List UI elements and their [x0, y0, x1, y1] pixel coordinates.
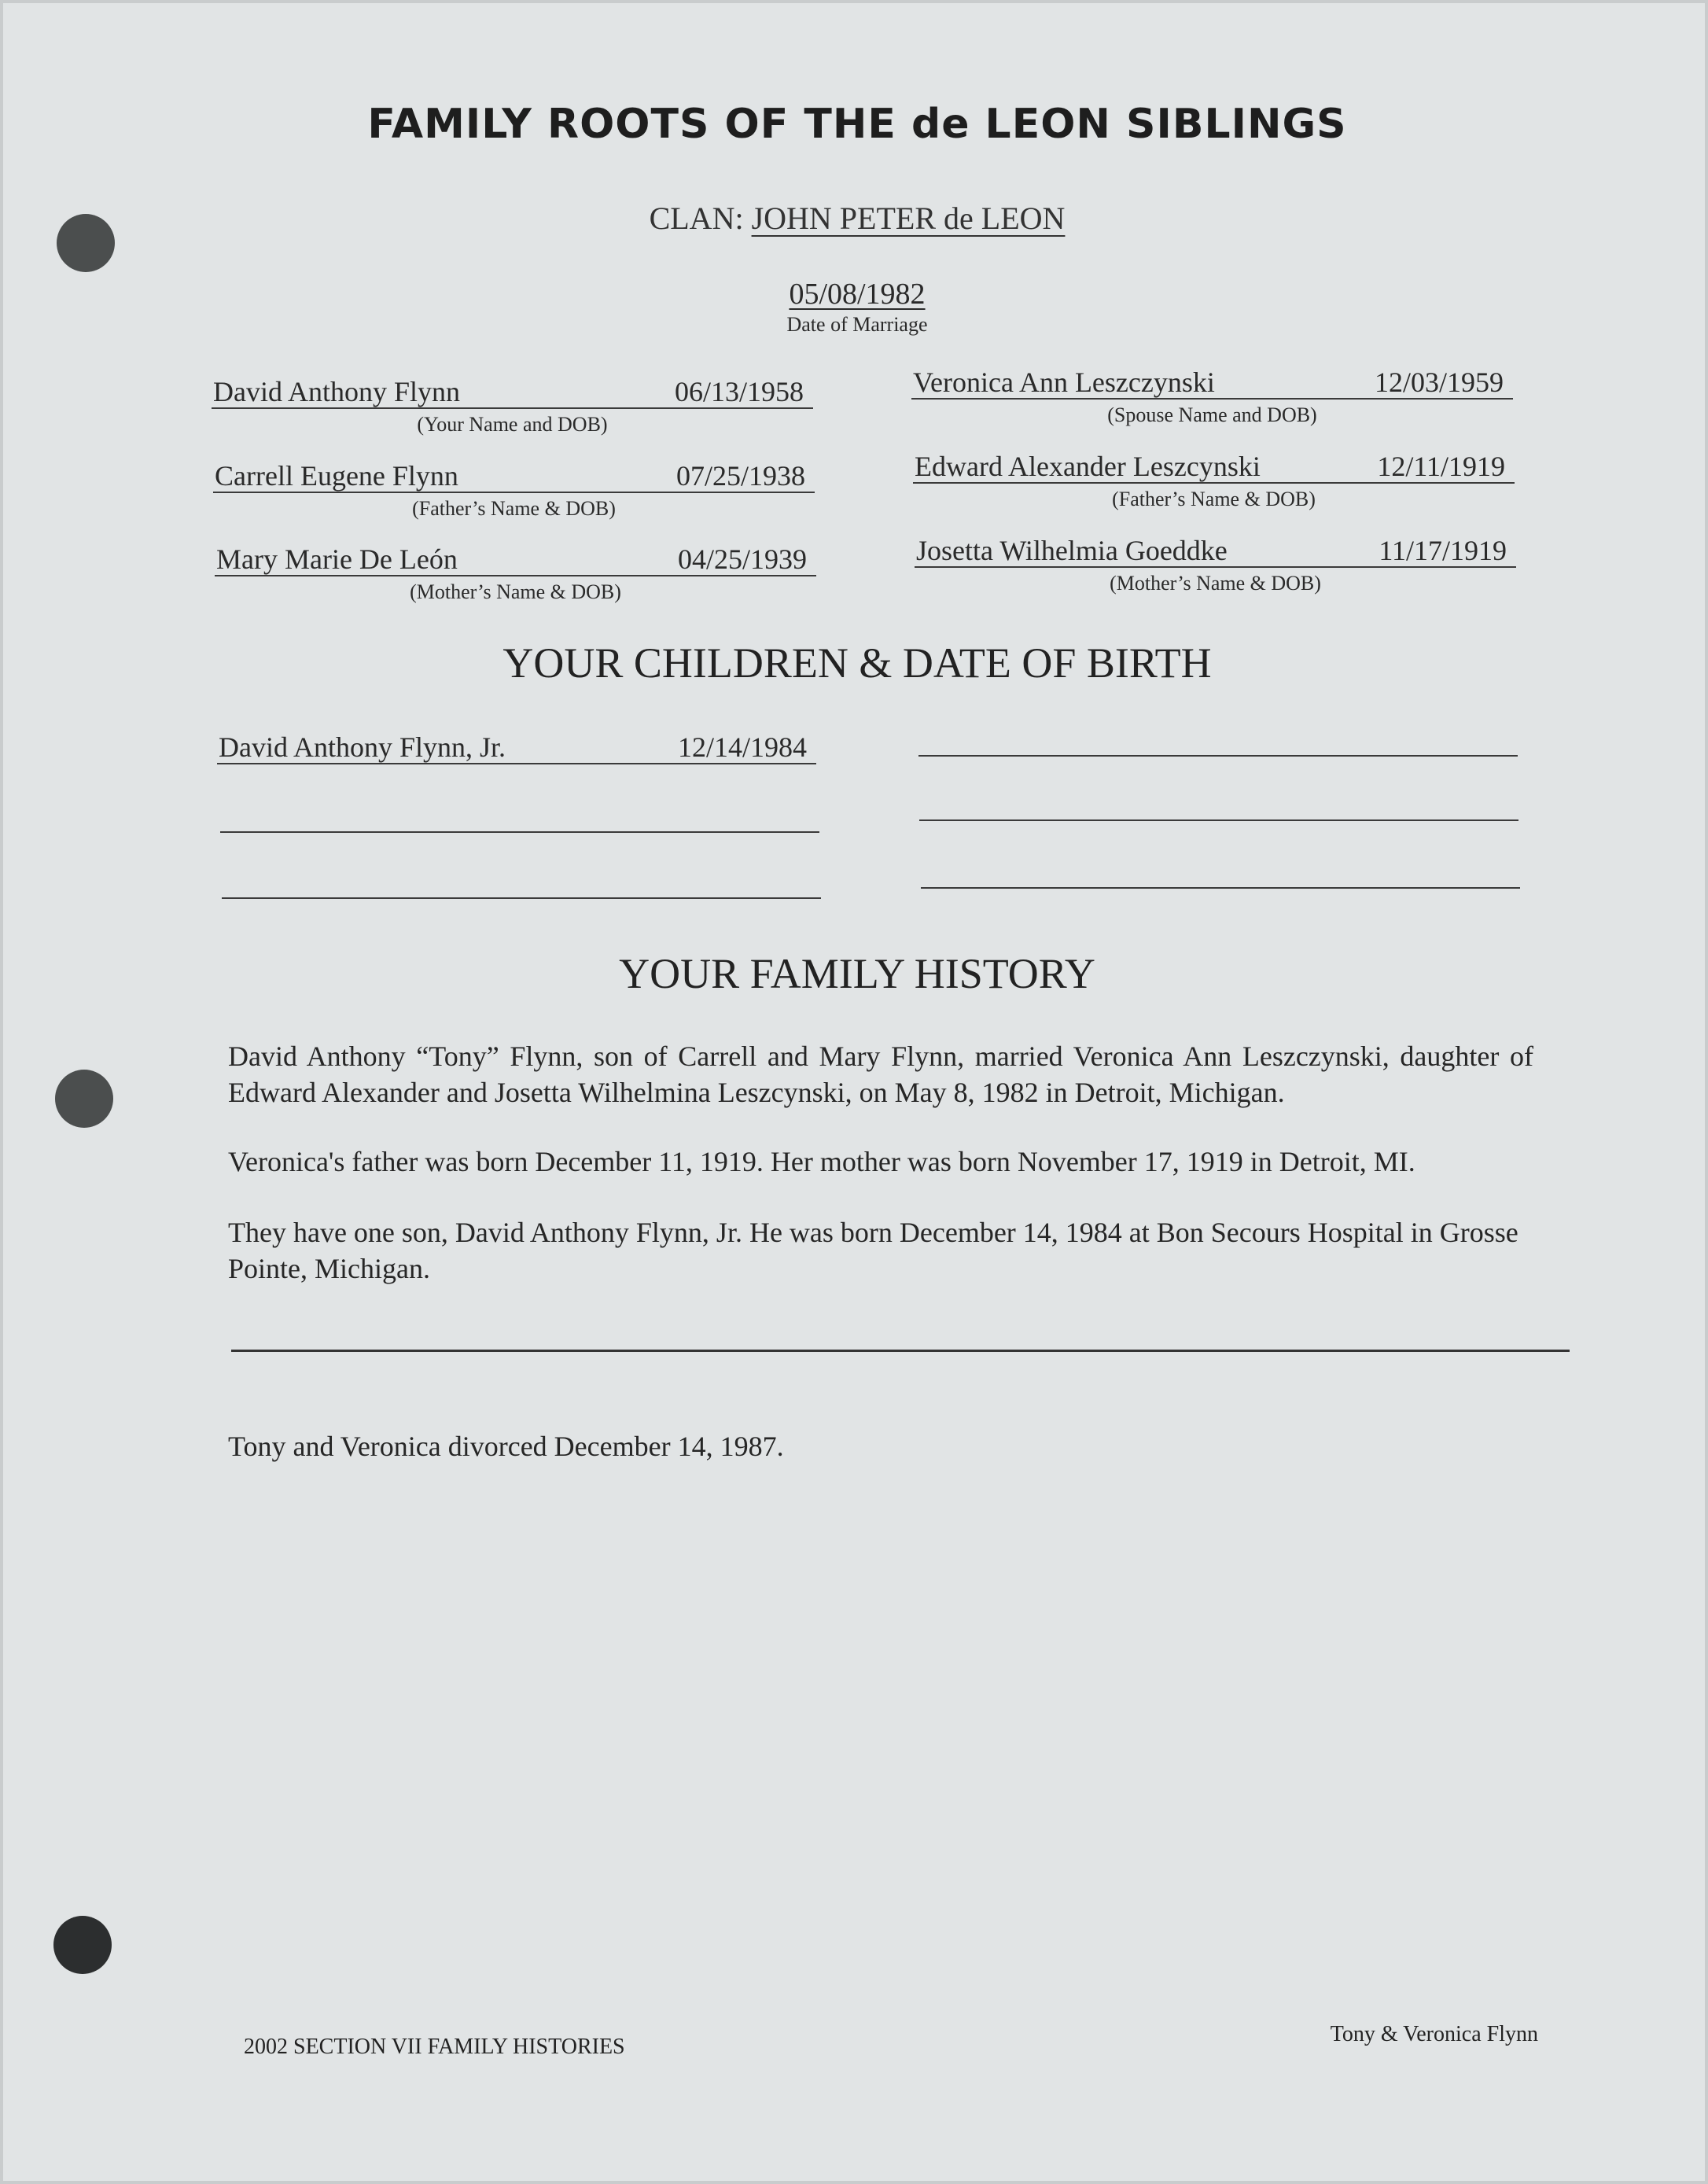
field-dob: 06/13/1958	[674, 376, 804, 407]
child-blank-line	[921, 887, 1520, 889]
field-name: Edward Alexander Leszcynski	[915, 451, 1261, 482]
history-heading: YOUR FAMILY HISTORY	[619, 950, 1095, 997]
child-name: David Anthony Flynn, Jr.	[219, 731, 506, 763]
child-dob: 12/14/1984	[677, 731, 807, 763]
document-page	[3, 3, 1705, 2181]
children-heading: YOUR CHILDREN & DATE OF BIRTH	[502, 639, 1212, 687]
divider-line	[231, 1350, 1570, 1352]
clan-label: CLAN:	[649, 201, 744, 236]
field-name: Veronica Ann Leszczynski	[913, 366, 1215, 398]
field-name: Mary Marie De León	[216, 543, 458, 575]
field-name: Carrell Eugene Flynn	[215, 460, 458, 492]
child-blank-line	[919, 819, 1518, 821]
mother-name-field	[215, 543, 816, 603]
marriage-date-block	[3, 277, 1708, 337]
father-name-field	[213, 460, 815, 520]
field-dob: 04/25/1939	[677, 543, 807, 575]
child-entry	[217, 731, 816, 764]
punch-hole-middle	[55, 1070, 113, 1128]
history-paragraph: They have one son, David Anthony Flynn, Jr. He was born December 14, 1984 at Bon Secours Hospital in Grosse Pointe, Michigan.	[228, 1217, 1518, 1284]
field-dob: 07/25/1938	[675, 460, 805, 492]
field-caption: (Father’s Name & DOB)	[412, 497, 616, 520]
marriage-date-caption: Date of Marriage	[786, 313, 928, 336]
field-name: Josetta Wilhelmia Goeddke	[916, 535, 1228, 566]
field-dob: 12/11/1919	[1377, 451, 1505, 482]
history-note: Tony and Veronica divorced December 14, 1987.	[228, 1431, 784, 1462]
spouse-name-field	[911, 366, 1513, 426]
history-paragraph: David Anthony “Tony” Flynn, son of Carrell and Mary Flynn, married Veronica Ann Leszczynski, daughter of Edward Alexander and Josetta Wilhelmina Leszcynski, on May 8, 1982 in Detroit, Michigan.	[228, 1040, 1533, 1108]
spouse-mother-name-field	[915, 535, 1516, 595]
marriage-date: 05/08/1982	[789, 278, 926, 311]
field-caption: (Your Name and DOB)	[417, 413, 608, 436]
field-dob: 12/03/1959	[1374, 366, 1504, 398]
field-caption: (Spouse Name and DOB)	[1107, 403, 1317, 426]
field-caption: (Mother’s Name & DOB)	[410, 580, 621, 603]
page-title: FAMILY ROOTS OF THE de LEON SIBLINGS	[367, 101, 1347, 148]
field-caption: (Father’s Name & DOB)	[1112, 488, 1316, 510]
footer-section-label: 2002 SECTION VII FAMILY HISTORIES	[244, 2035, 625, 2059]
clan-name: JOHN PETER de LEON	[751, 201, 1066, 236]
clan-line	[3, 200, 1708, 237]
punch-hole-bottom	[53, 1916, 112, 1974]
child-blank-line	[918, 755, 1518, 757]
your-name-field	[212, 376, 813, 436]
footer-family-name: Tony & Veronica Flynn	[1330, 2022, 1538, 2046]
field-name: David Anthony Flynn	[213, 376, 461, 407]
history-paragraph: Veronica's father was born December 11, 1919. Her mother was born November 17, 1919 in Detroit, MI.	[228, 1146, 1415, 1177]
child-blank-line	[222, 897, 821, 899]
child-blank-line	[220, 831, 819, 833]
field-dob: 11/17/1919	[1379, 535, 1507, 566]
field-caption: (Mother’s Name & DOB)	[1110, 572, 1321, 595]
spouse-father-name-field	[913, 451, 1515, 510]
